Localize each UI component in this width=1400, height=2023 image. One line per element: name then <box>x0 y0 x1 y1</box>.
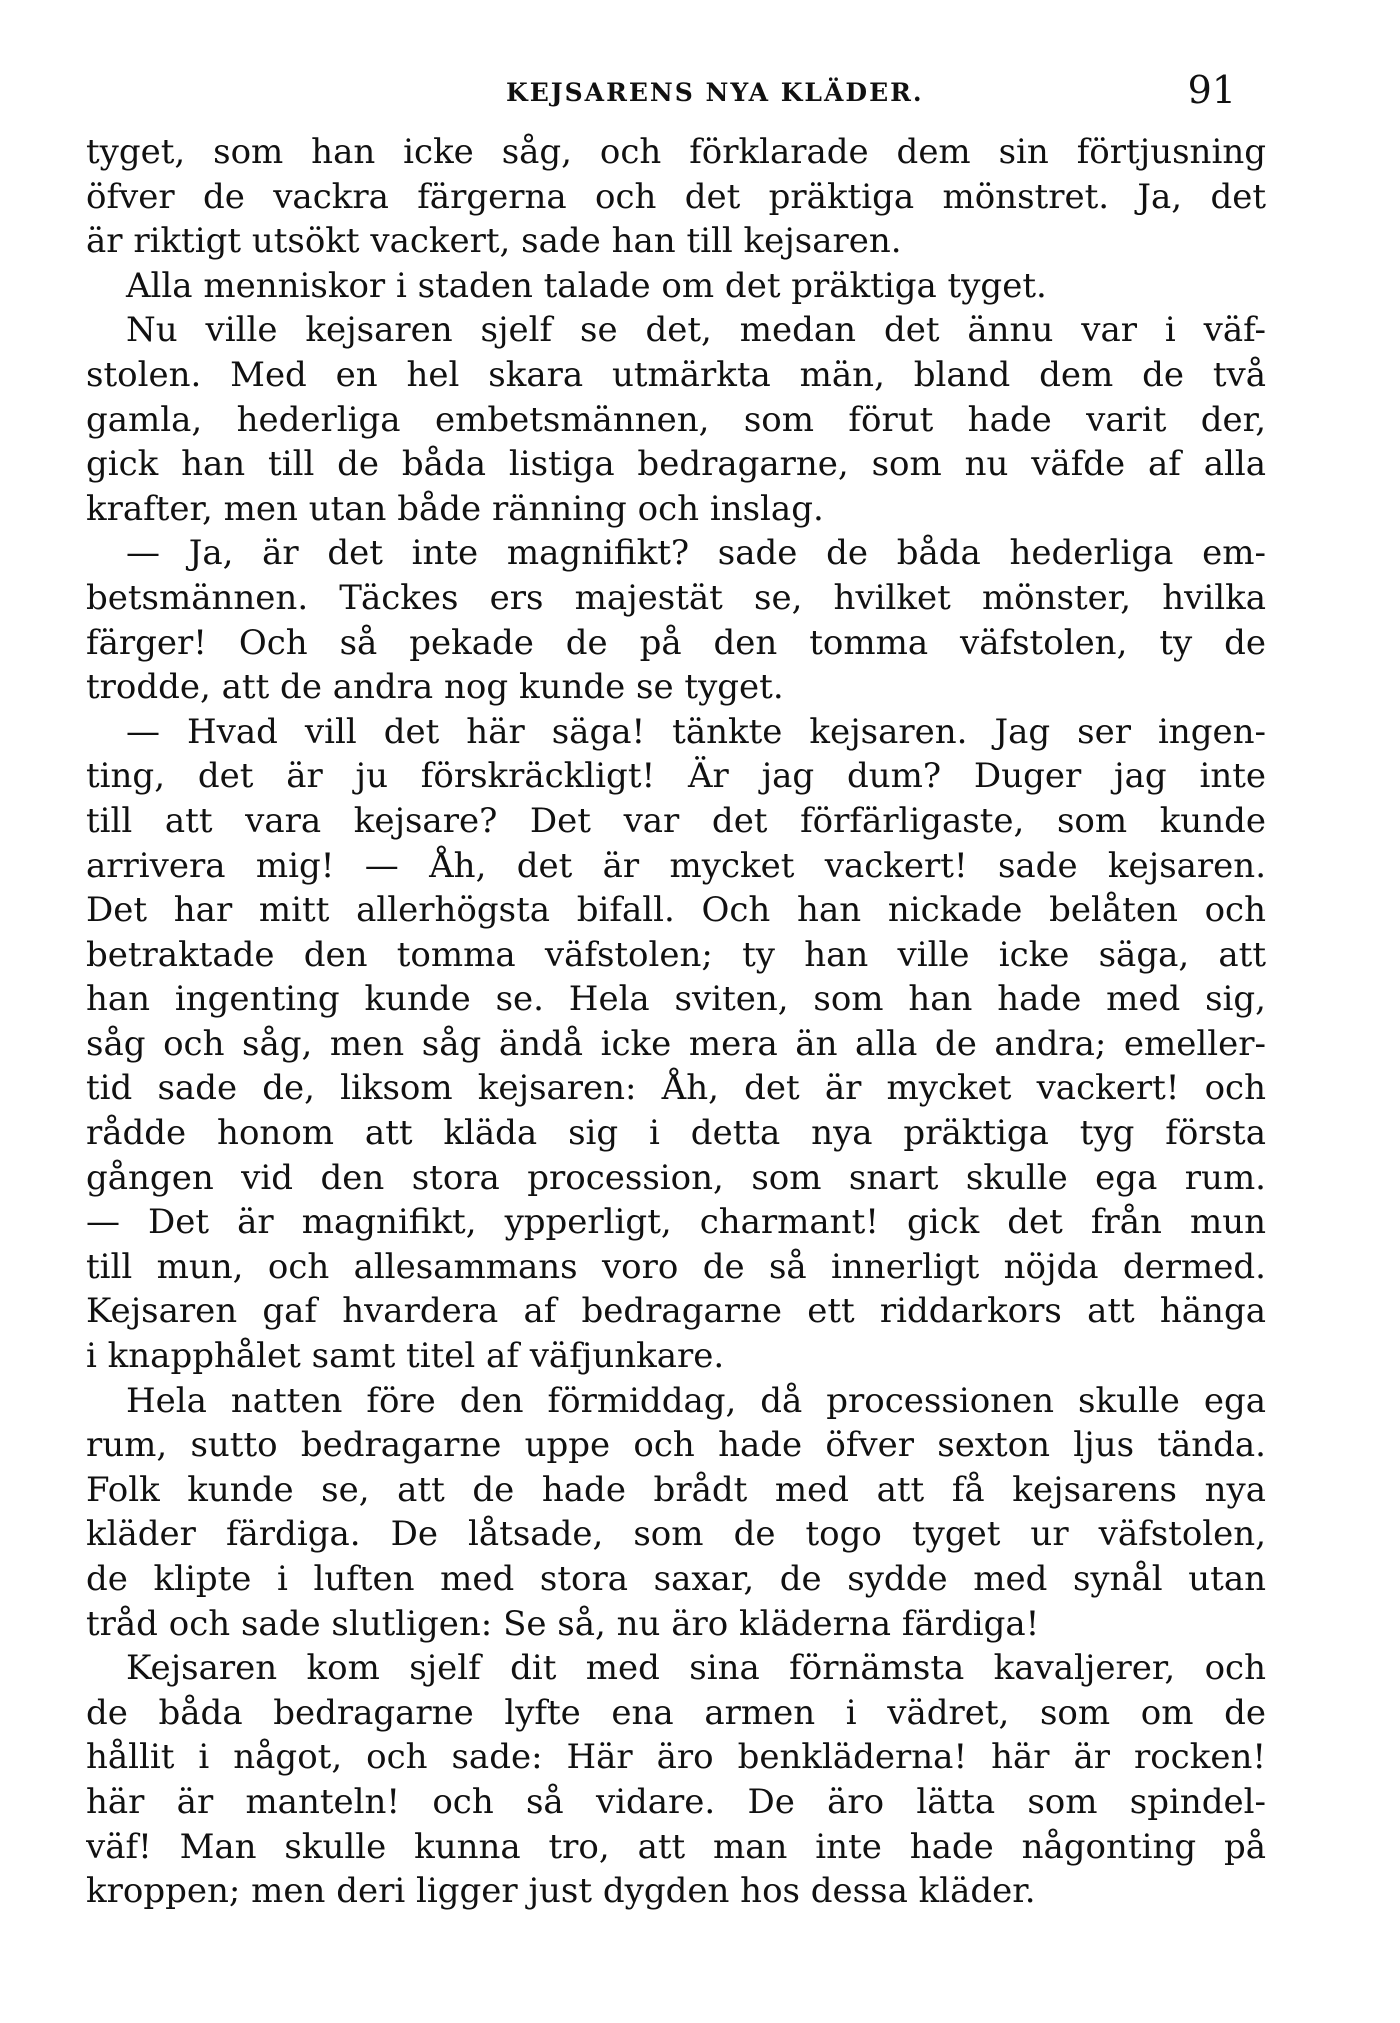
text-line: till att vara kejsare? Det var det förfärligaste, som kunde <box>86 800 1266 841</box>
text-line: hållit i något, och sade: Här äro benkläderna! här är rocken! <box>86 1737 1266 1778</box>
book-page <box>86 58 1266 1968</box>
text-line: gick han till de båda listiga bedragarne, som nu väfde af alla <box>86 444 1266 485</box>
text-line: krafter, men utan både ränning och inslag. <box>86 488 824 529</box>
text-line: de klipte i luften med stora saxar, de sydde med synål utan <box>86 1559 1266 1599</box>
text-line: Hela natten före den förmiddag, då processionen skulle ega <box>126 1380 1266 1421</box>
text-line: tråd och sade slutligen: Se så, nu äro kläderna färdiga! <box>86 1603 1040 1644</box>
running-title: KEJSARENS NYA KLÄDER. <box>506 78 924 107</box>
text-line: betsmännen. Täckes ers majestät se, hvilket mönster, hvilka <box>86 577 1266 618</box>
text-line: Folk kunde se, att de hade brådt med att få kejsarens nya <box>86 1469 1266 1510</box>
running-head <box>86 58 1266 130</box>
text-line: väf! Man skulle kunna tro, att man inte hade någonting på <box>86 1826 1266 1867</box>
text-line: tyget, som han icke såg, och förklarade dem sin förtjusning <box>86 132 1266 172</box>
text-line: stolen. Med en hel skara utmärkta män, bland dem de två <box>86 354 1266 395</box>
text-line: tid sade de, liksom kejsaren: Åh, det är mycket vackert! och <box>86 1068 1266 1109</box>
text-line: kroppen; men deri ligger just dygden hos dessa kläder. <box>86 1871 1036 1912</box>
text-line: kläder färdiga. De låtsade, som de togo tyget ur väfstolen, <box>86 1514 1266 1555</box>
text-line: färger! Och så pekade de på den tomma väfstolen, ty de <box>86 622 1266 663</box>
text-line: är riktigt utsökt vackert, sade han till kejsaren. <box>86 221 902 262</box>
text-line: — Det är magnifikt, ypperligt, charmant! gick det från mun <box>86 1202 1266 1243</box>
text-line: Kejsaren gaf hvardera af bedragarne ett riddarkors att hänga <box>86 1291 1266 1332</box>
text-line: betraktade den tomma väfstolen; ty han ville icke säga, att <box>86 934 1266 975</box>
text-line: öfver de vackra färgerna och det präktiga mönstret. Ja, det <box>86 176 1266 217</box>
page-number: 91 <box>1187 68 1236 112</box>
text-line: gamla, hederliga embetsmännen, som förut hade varit der, <box>86 399 1266 440</box>
text-line: han ingenting kunde se. Hela sviten, som han hade med sig, <box>86 979 1266 1020</box>
text-line: ting, det är ju förskräckligt! Är jag dum? Duger jag inte <box>86 756 1266 797</box>
text-line: rum, sutto bedragarne uppe och hade öfver sexton ljus tända. <box>86 1425 1266 1466</box>
text-line: Nu ville kejsaren sjelf se det, medan det ännu var i väf- <box>126 310 1266 351</box>
text-line: Det har mitt allerhögsta bifall. Och han nickade belåten och <box>86 890 1266 931</box>
text-line: såg och såg, men såg ändå icke mera än alla de andra; emeller- <box>86 1023 1266 1064</box>
text-line: gången vid den stora procession, som snart skulle ega rum. <box>86 1157 1266 1198</box>
body-text <box>86 130 1266 1914</box>
text-line: trodde, att de andra nog kunde se tyget. <box>86 667 784 708</box>
text-line: Alla menniskor i staden talade om det präktiga tyget. <box>126 265 1047 306</box>
text-line: här är manteln! och så vidare. De äro lätta som spindel- <box>86 1781 1266 1822</box>
text-line: Kejsaren kom sjelf dit med sina förnämsta kavaljerer, och <box>126 1648 1266 1689</box>
text-line: rådde honom att kläda sig i detta nya präktiga tyg första <box>86 1113 1266 1154</box>
text-line: de båda bedragarne lyfte ena armen i vädret, som om de <box>86 1692 1266 1733</box>
text-line: i knapphålet samt titel af väfjunkare. <box>86 1336 725 1377</box>
text-line: — Ja, är det inte magnifikt? sade de båda hederliga em- <box>126 533 1266 574</box>
text-line: — Hvad vill det här säga! tänkte kejsaren. Jag ser ingen- <box>126 711 1266 752</box>
text-line: till mun, och allesammans voro de så innerligt nöjda dermed. <box>86 1246 1266 1287</box>
text-line: arrivera mig! — Åh, det är mycket vackert! sade kejsaren. <box>86 845 1266 886</box>
